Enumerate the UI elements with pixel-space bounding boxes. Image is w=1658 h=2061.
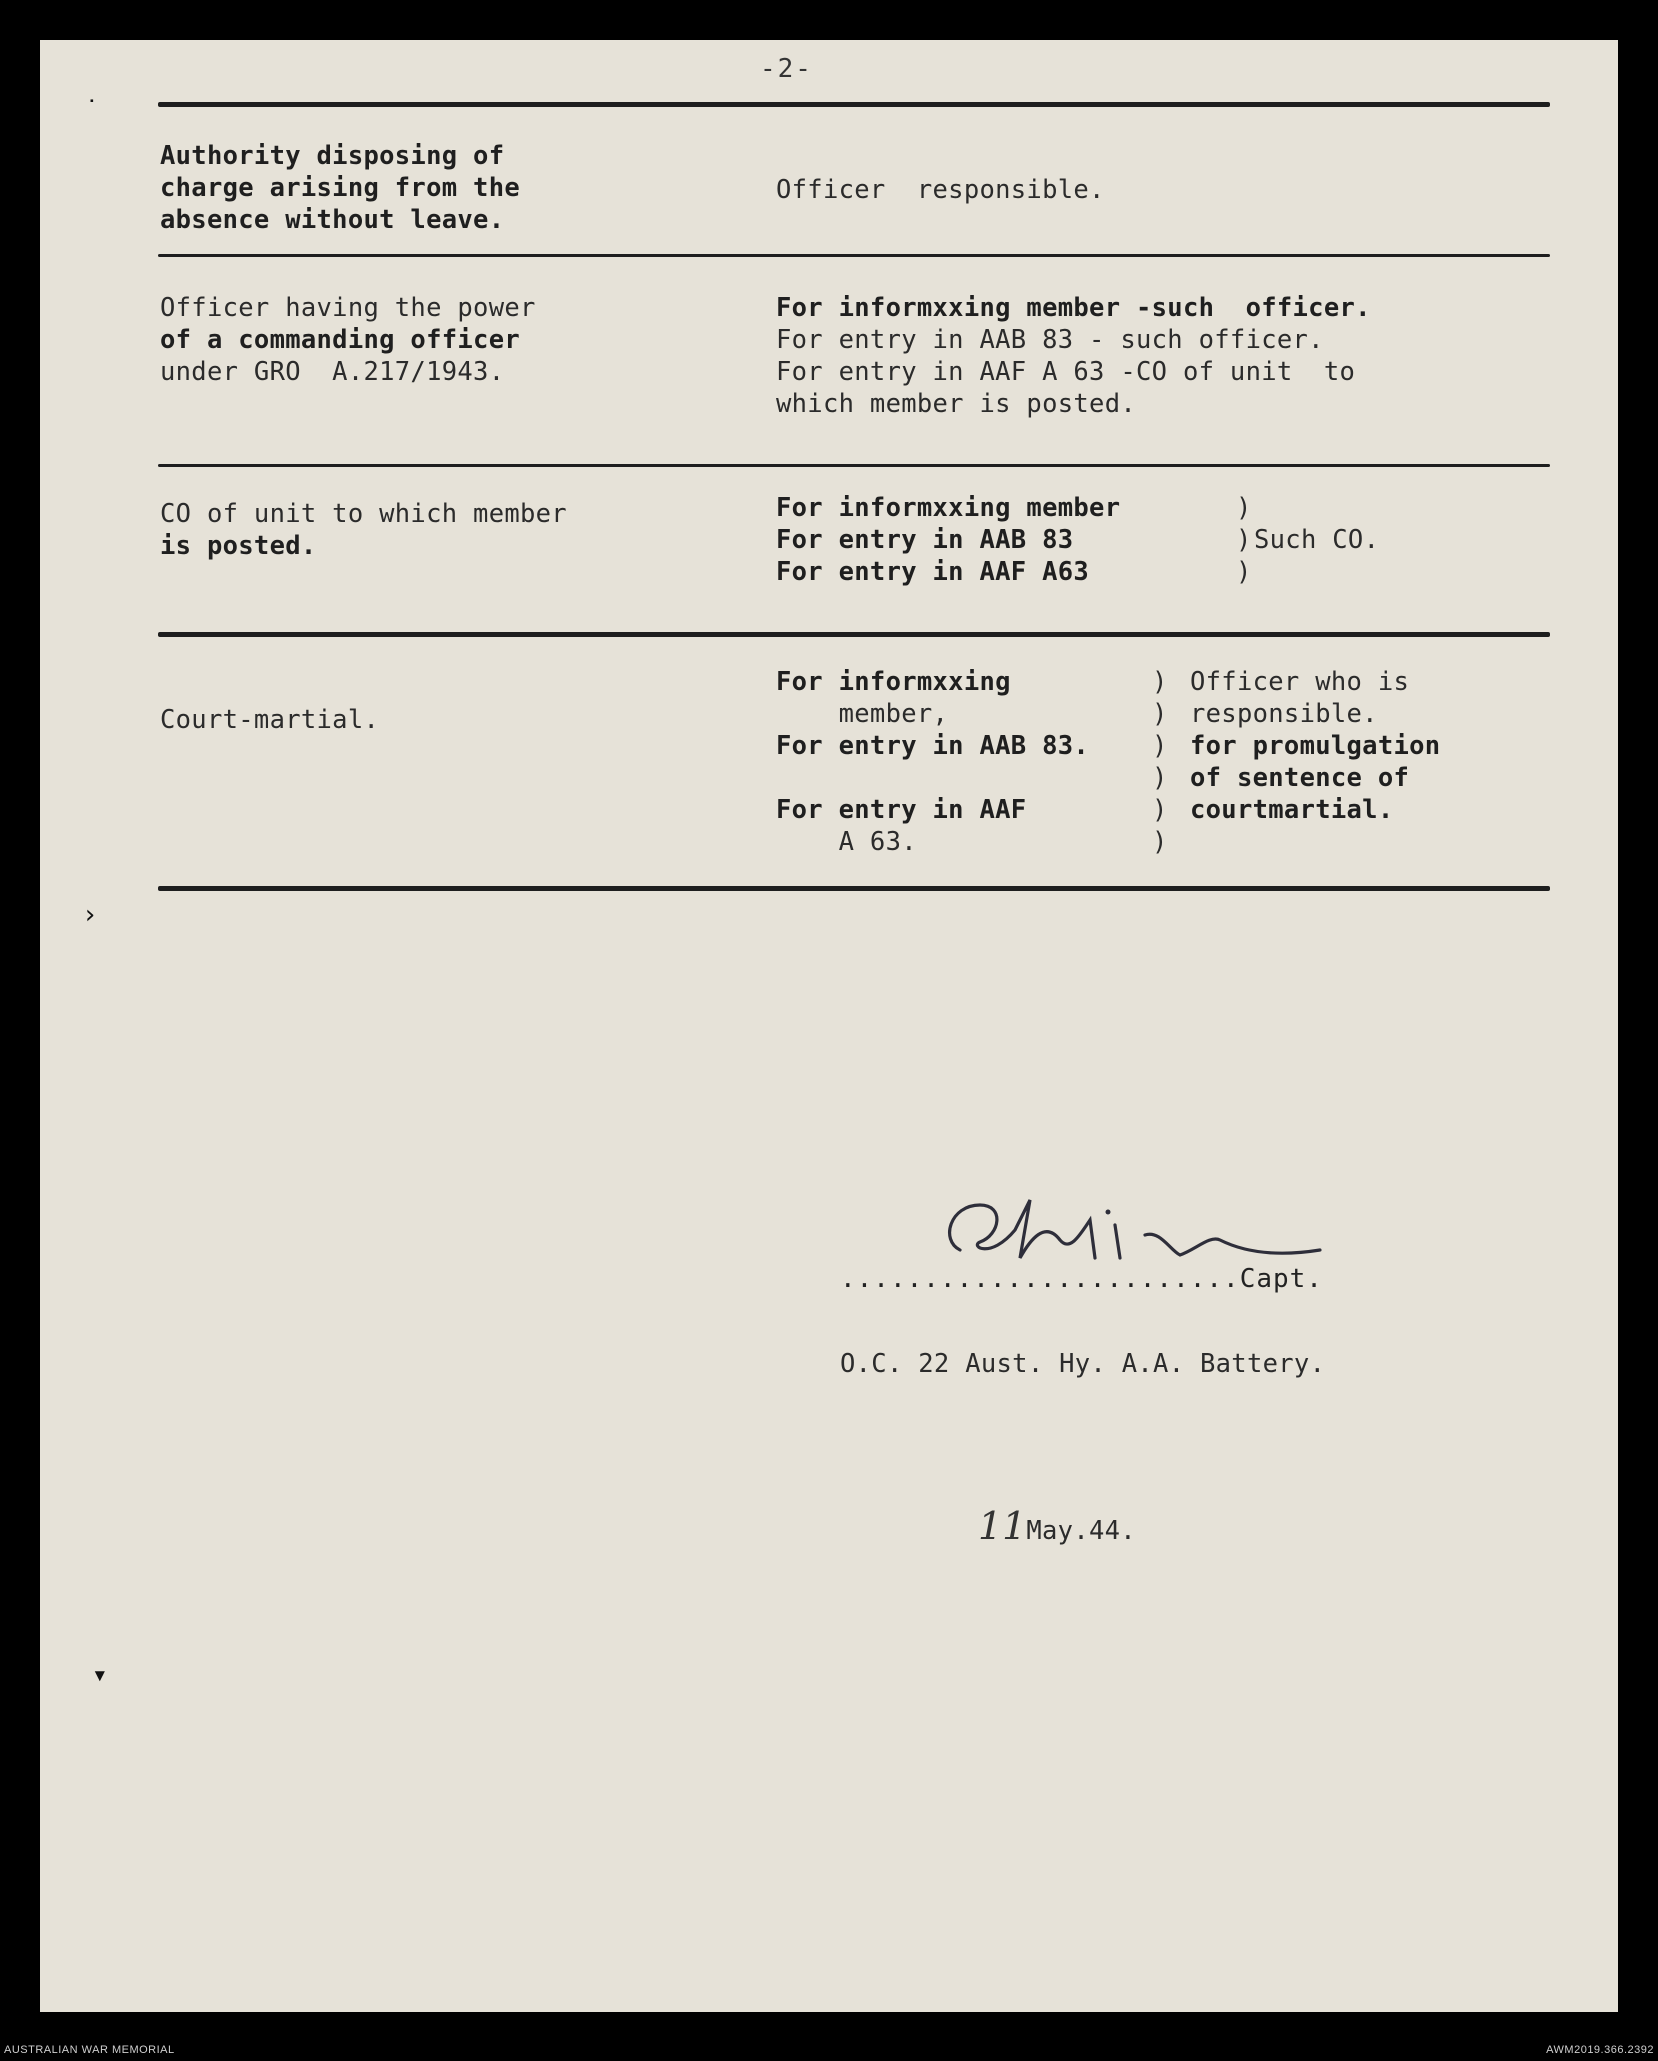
signature-line	[840, 1264, 1323, 1294]
table-rule-top	[158, 102, 1550, 107]
signature-rank: Capt.	[1239, 1264, 1323, 1294]
responsible-note-line: courtmartial.	[1190, 795, 1394, 825]
responsible-line: For entry in AAB 83	[776, 525, 1074, 555]
footer-credit: AUSTRALIAN WAR MEMORIAL	[4, 2044, 175, 2056]
responsible-line: For informxxing member	[776, 493, 1121, 523]
bracket: )	[1236, 525, 1252, 555]
responsible-note: Such CO.	[1254, 525, 1380, 555]
responsible-line: For entry in AAB 83 - such officer.	[776, 325, 1324, 355]
page-number: -2-	[760, 54, 813, 84]
authority-line: of a commanding officer	[160, 325, 521, 355]
responsible-line: member,	[776, 699, 949, 729]
bracket: )	[1152, 731, 1168, 761]
punch-hole-mark: ›	[82, 900, 98, 930]
table-rule-bottom	[158, 886, 1550, 891]
bracket: )	[1236, 557, 1252, 587]
authority-line: Officer having the power	[160, 293, 536, 323]
bracket: )	[1152, 763, 1168, 793]
punch-hole-mark: ▾	[92, 1660, 108, 1690]
responsible-note-line: for promulgation	[1190, 731, 1441, 761]
responsible-note-line: responsible.	[1190, 699, 1378, 729]
bracket: )	[1152, 667, 1168, 697]
table-rule	[158, 632, 1550, 637]
authority-line: is posted.	[160, 531, 317, 561]
authority-line: CO of unit to which member	[160, 499, 567, 529]
responsible-note-line: of sentence of	[1190, 763, 1410, 793]
punch-hole-mark: ˙	[84, 96, 100, 126]
date-line	[978, 1504, 1136, 1548]
authority-line: Authority disposing of	[160, 141, 505, 171]
signature-dots: ........................	[840, 1264, 1240, 1294]
table-rule	[158, 254, 1550, 257]
authority-line: absence without leave.	[160, 205, 505, 235]
responsible-line: For entry in AAF	[776, 795, 1027, 825]
responsible-line: A 63.	[776, 827, 917, 857]
authority-line: Court-martial.	[160, 705, 380, 735]
responsible-line: Officer responsible.	[776, 175, 1105, 205]
authority-line: under GRO A.217/1943.	[160, 357, 505, 387]
responsible-line: For entry in AAF A63	[776, 557, 1090, 587]
responsible-note-line: Officer who is	[1190, 667, 1410, 697]
date-typed: May.44.	[1026, 1516, 1136, 1546]
responsible-line: For entry in AAB 83.	[776, 731, 1090, 761]
signatory-title: O.C. 22 Aust. Hy. A.A. Battery.	[840, 1349, 1326, 1379]
responsible-line: For entry in AAF A 63 -CO of unit to	[776, 357, 1356, 387]
responsible-line: For informxxing member -such officer.	[776, 293, 1371, 323]
date-day-handwritten: 11	[978, 1504, 1027, 1548]
table-rule	[158, 464, 1550, 467]
document-page	[40, 40, 1618, 2012]
bracket: )	[1152, 827, 1168, 857]
responsible-line: which member is posted.	[776, 389, 1137, 419]
footer-accession: AWM2019.366.2392	[1546, 2044, 1654, 2056]
authority-line: charge arising from the	[160, 173, 521, 203]
bracket: )	[1152, 795, 1168, 825]
bracket: )	[1152, 699, 1168, 729]
bracket: )	[1236, 493, 1252, 523]
responsible-line: For informxxing	[776, 667, 1011, 697]
